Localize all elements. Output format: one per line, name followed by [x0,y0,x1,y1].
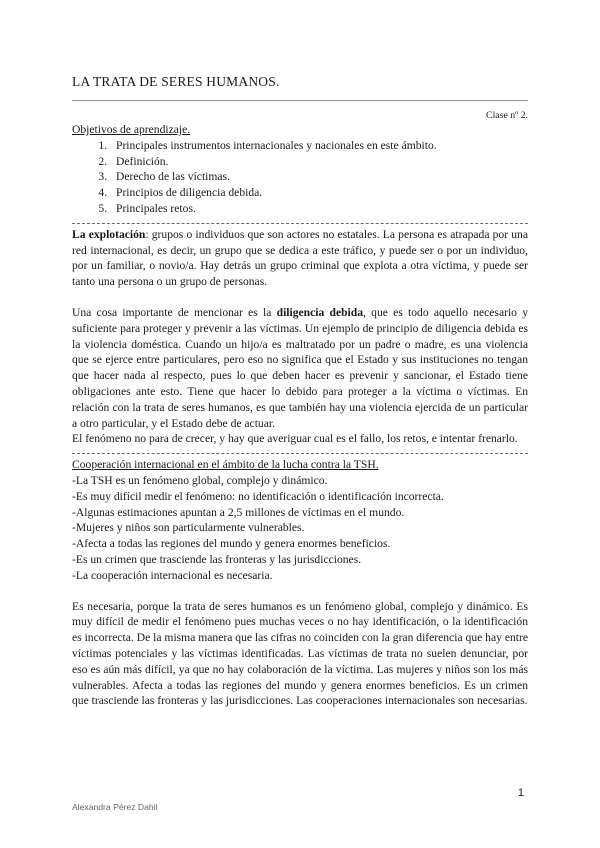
diligencia-text-after: , que es todo aquello necesario y suficiente para proteger y prevenir a las víctimas. Un ejemplo de principio de diligencia debida es la violencia doméstica. Cuando un hijo/a es maltratado por un padre o madre, es una violencia que se ejerce entre particulares, pero eso no significa que el Estado y sus instituciones no tengan que hacer nada al respecto, pues lo que deben hacer es prevenir y sancionar, el Estado tiene obligaciones ante esto. Tiene que hacer lo debido para proteger a la víctima o víctimas. En relación con la trata de seres humanos, es que también hay una violencia ejercida de un particular a otro particular, y el Estado debe de actuar. [72,305,528,430]
cooperacion-item: -Es muy difícil medir el fenómeno: no identificación o identificación incorrecta. [72,489,444,503]
footer-author: Alexandra Pérez Dahil [72,802,158,812]
objectives-list [72,138,528,217]
section-divider [72,223,528,224]
paragraph-gap [72,290,528,305]
objective-item: 2. Definición. [110,154,528,170]
cooperacion-heading: Cooperación internacional en el ámbito de la lucha contra la TSH. [72,458,379,472]
explotacion-paragraph [72,227,528,290]
objective-item: 4. Principios de diligencia debida. [110,185,528,201]
title-divider [72,100,528,101]
page-number: 1 [517,787,524,799]
paragraph-gap [72,584,528,599]
objectives-heading: Objetivos de aprendizaje. [72,123,191,136]
explotacion-term: La explotación [72,227,146,241]
objective-item: 5. Principales retos. [110,201,528,217]
cooperacion-item: -La cooperación internacional es necesaria. [72,568,273,582]
class-label: Clase nº 2. [486,110,528,121]
section-divider [72,453,528,454]
objective-item: 3. Derecho de las víctimas. [110,169,528,185]
diligencia-term: diligencia debida [276,305,364,319]
cooperacion-item: -Mujeres y niños son particularmente vulnerables. [72,521,305,535]
cooperacion-item: -Afecta a todas las regiones del mundo y genera enormes beneficios. [72,537,391,551]
cooperacion-item: -La TSH es un fenómeno global, complejo y dinámico. [72,473,328,487]
document-title: LA TRATA DE SERES HUMANOS. [72,74,280,89]
explotacion-text: : grupos o individuos que son actores no estatales. La persona es atrapada por una red internacional, es decir, un grupo que se dedica a este tráfico, y puede ser o por un individuo, por un familiar, o novio/a. Hay detrás un grupo criminal que explota a otra víctima, y puede ser tanto una persona o un grupo de personas. [72,227,528,289]
diligencia-paragraph [72,305,528,431]
cooperacion-paragraph: Es necesaria, porque la trata de seres humanos es un fenómeno global, complejo y dinámico. Es muy difícil de medir el fenómeno pues muchas veces o no hay identificación, o la identificación es incorrecta. De la misma manera que las cifras no coinciden con la gran diferencia que hay entre víctimas potenciales y las víctimas identificadas. Las víctimas de trata no suelen denunciar, por eso es aún más difícil, ya que no hay colaboración de la víctima. Las mujeres y niños son los más vulnerables. Afecta a todas las regiones del mundo y genera enormes beneficios. Es un crimen que trasciende las fronteras y las jurisdicciones. Las cooperaciones internacionales son necesarias. [72,599,528,708]
document-body [72,122,528,709]
objective-item: 1. Principales instrumentos internacionales y nacionales en este ámbito. [110,138,528,154]
cooperacion-item: -Es un crimen que trasciende las fronteras y las jurisdicciones. [72,552,362,566]
cooperacion-list [72,473,528,584]
diligencia-text-before: Una cosa importante de mencionar es la [72,305,277,319]
cooperacion-item: -Algunas estimaciones apuntan a 2,5 millones de víctimas en el mundo. [72,505,405,519]
diligencia-closing: El fenómeno no para de crecer, y hay que averiguar cual es el fallo, los retos, e intentar frenarlo. [72,432,518,446]
